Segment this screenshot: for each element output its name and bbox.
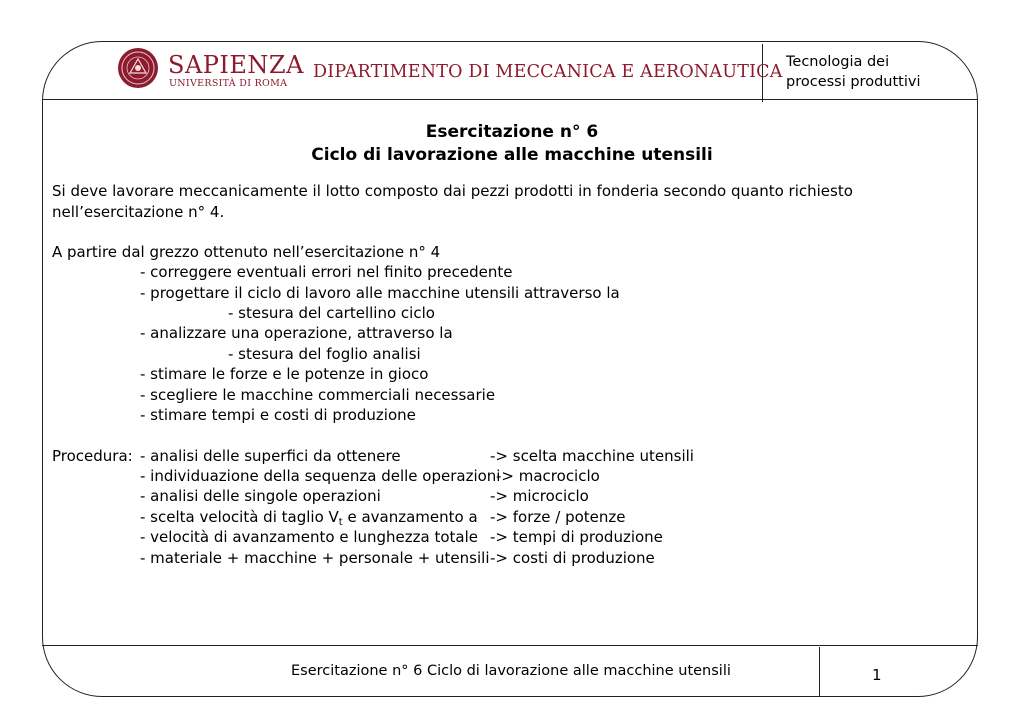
procedure-step: - individuazione della sequenza delle operazioni [140,467,501,485]
procedure-step [140,507,478,527]
procedure-result: -> tempi di produzione [490,528,663,546]
procedure-result: -> macrociclo [496,467,600,485]
procedure-result: -> forze / potenze [490,508,626,526]
logo-subtitle: UNIVERSITÀ DI ROMA [169,78,288,89]
title-line2: Ciclo di lavorazione alle macchine utensili [311,145,713,165]
course-title [786,52,920,92]
footer-page-divider [819,647,820,697]
department-name: DIPARTIMENTO DI MECCANICA E AERONAUTICA [313,62,783,82]
header-divider [42,99,978,100]
procedure-result: -> costi di produzione [490,549,655,567]
task-item: - analizzare una operazione, attraverso la [140,324,453,342]
intro-line2: nell’esercitazione n° 4. [52,203,225,221]
procedure-step-text: - scelta velocità di taglio V [140,508,339,526]
sapienza-seal-icon [117,46,159,92]
procedure-step: - analisi delle superfici da ottenere [140,447,401,465]
task-item: - stimare le forze e le potenze in gioco [140,365,429,383]
footer-divider [42,645,978,646]
tasks-lead: A partire dal grezzo ottenuto nell’esercitazione n° 4 [52,243,441,261]
footer-title: Esercitazione n° 6 Ciclo di lavorazione alle macchine utensili [291,663,731,679]
task-item: - progettare il ciclo di lavoro alle macchine utensili attraverso la [140,284,620,302]
page-title [0,121,1024,167]
course-title-line2: processi produttivi [786,74,921,90]
title-line1: Esercitazione n° 6 [425,122,599,142]
task-subitem: - stesura del foglio analisi [228,345,421,363]
task-item: - scegliere le macchine commerciali necessarie [140,386,496,404]
task-item: - correggere eventuali errori nel finito precedente [140,263,513,281]
page-number: 1 [872,666,882,684]
logo-wordmark: SAPIENZA [168,51,304,79]
procedure-label: Procedura: [52,447,133,465]
intro-line1: Si deve lavorare meccanicamente il lotto composto dai pezzi prodotti in fonderia secondo quanto richiesto [52,182,853,200]
task-item: - stimare tempi e costi di produzione [140,406,416,424]
procedure-step: - analisi delle singole operazioni [140,487,381,505]
procedure-step-subscript: t [338,517,343,528]
task-subitem: - stesura del cartellino ciclo [228,304,435,322]
procedure-step: - velocità di avanzamento e lunghezza totale [140,528,479,546]
procedure-step-text: e avanzamento a [342,508,478,526]
course-title-line1: Tecnologia dei [786,54,890,70]
procedure-result: -> scelta macchine utensili [490,447,694,465]
procedure-step: - materiale + macchine + personale + utensili [140,549,490,567]
procedure-result: -> microciclo [490,487,589,505]
